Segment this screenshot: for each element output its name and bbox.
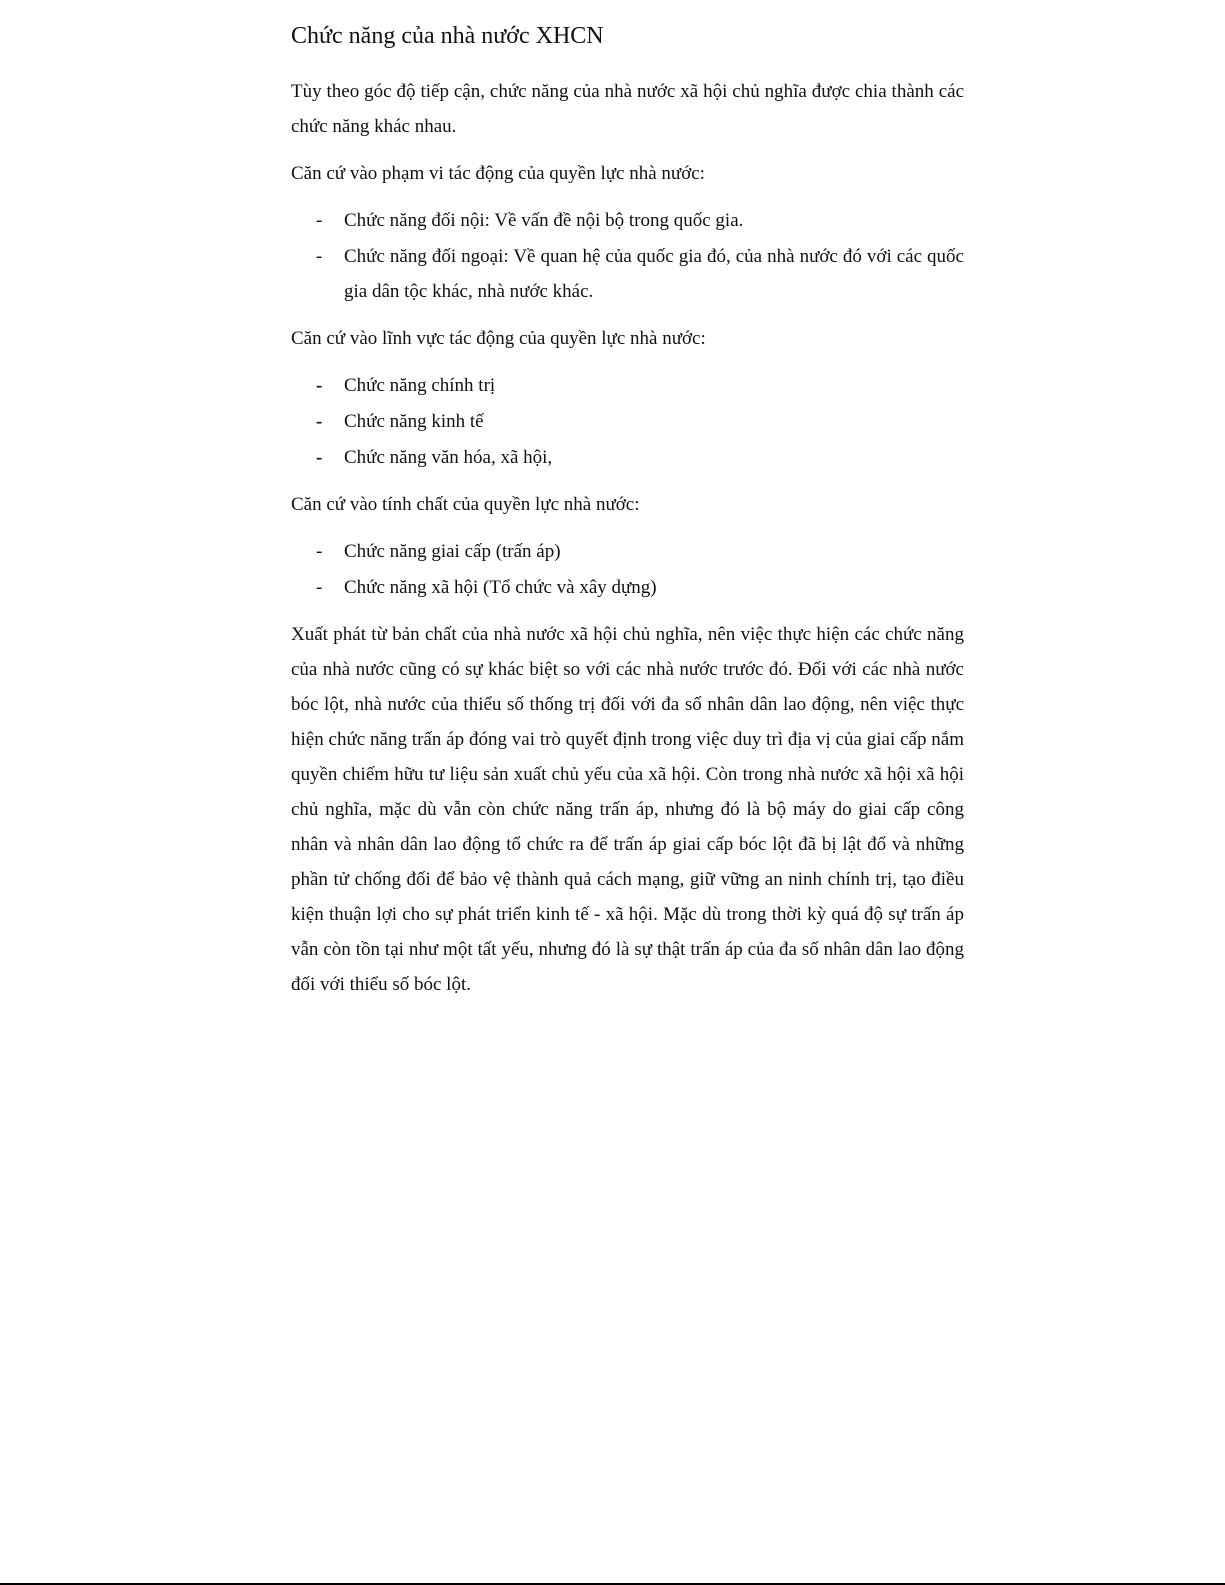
conclusion-paragraph: Xuất phát từ bản chất của nhà nước xã hội chủ nghĩa, nên việc thực hiện các chức năng của nhà nước cũng có sự khác biệt so với các nhà nước trước đó. Đối với các nhà nước bóc lột, nhà nước của thiểu số thống trị đối với đa số nhân dân lao động, nên việc thực hiện chức năng trấn áp đóng vai trò quyết định trong việc duy trì địa vị của giai cấp nắm quyền chiếm hữu tư liệu sản xuất chủ yếu của xã hội. Còn trong nhà nước xã hội xã hội chủ nghĩa, mặc dù vẫn còn chức năng trấn áp, nhưng đó là bộ máy do giai cấp công nhân và nhân dân lao động tổ chức ra để trấn áp giai cấp bóc lột đã bị lật đổ và những phần tử chống đối để bảo vệ thành quả cách mạng, giữ vững an ninh chính trị, tạo điều kiện thuận lợi cho sự phát triển kinh tế - xã hội. Mặc dù trong thời kỳ quá độ sự trấn áp vẫn còn tồn tại như một tất yếu, nhưng đó là sự thật trấn áp của đa số nhân dân lao động đối với thiểu số bóc lột. — [291, 624, 964, 995]
dash-bullet: - — [316, 210, 323, 231]
dash-bullet: - — [316, 577, 323, 598]
list-item-text: Chức năng đối ngoại: Về quan hệ của quốc gia đó, của nhà nước đó với các quốc gia dân tộc khác, nhà nước khác. — [344, 246, 964, 302]
list-item-text: Chức năng đối nội: Về vấn đề nội bộ trong quốc gia. — [344, 210, 744, 231]
scope-heading: Căn cứ vào phạm vi tác động của quyền lực nhà nước: — [291, 163, 705, 184]
dash-bullet: - — [316, 375, 323, 396]
list-item — [291, 440, 964, 475]
list-item-text: Chức năng chính trị — [344, 375, 496, 396]
list-item — [291, 203, 964, 238]
list-item — [291, 368, 964, 403]
field-heading: Căn cứ vào lĩnh vực tác động của quyền lực nhà nước: — [291, 328, 706, 349]
dash-bullet: - — [316, 246, 323, 267]
list-item-text: Chức năng xã hội (Tổ chức và xây dựng) — [344, 577, 657, 598]
list-item — [291, 534, 964, 569]
list-item-text: Chức năng kinh tế — [344, 411, 484, 432]
intro-paragraph: Tùy theo góc độ tiếp cận, chức năng của nhà nước xã hội chủ nghĩa được chia thành các chức năng khác nhau. — [291, 81, 964, 137]
list-item — [291, 404, 964, 439]
list-item-text: Chức năng giai cấp (trấn áp) — [344, 541, 561, 562]
list-item — [291, 239, 964, 309]
dash-bullet: - — [316, 541, 323, 562]
nature-list — [291, 534, 964, 605]
scope-list — [291, 203, 964, 309]
field-list — [291, 368, 964, 475]
nature-heading: Căn cứ vào tính chất của quyền lực nhà nước: — [291, 494, 640, 515]
dash-bullet: - — [316, 411, 323, 432]
dash-bullet: - — [316, 447, 323, 468]
list-item — [291, 570, 964, 605]
document-content — [291, 18, 964, 1014]
list-item-text: Chức năng văn hóa, xã hội, — [344, 447, 553, 468]
document-title: Chức năng của nhà nước XHCN — [291, 23, 604, 49]
